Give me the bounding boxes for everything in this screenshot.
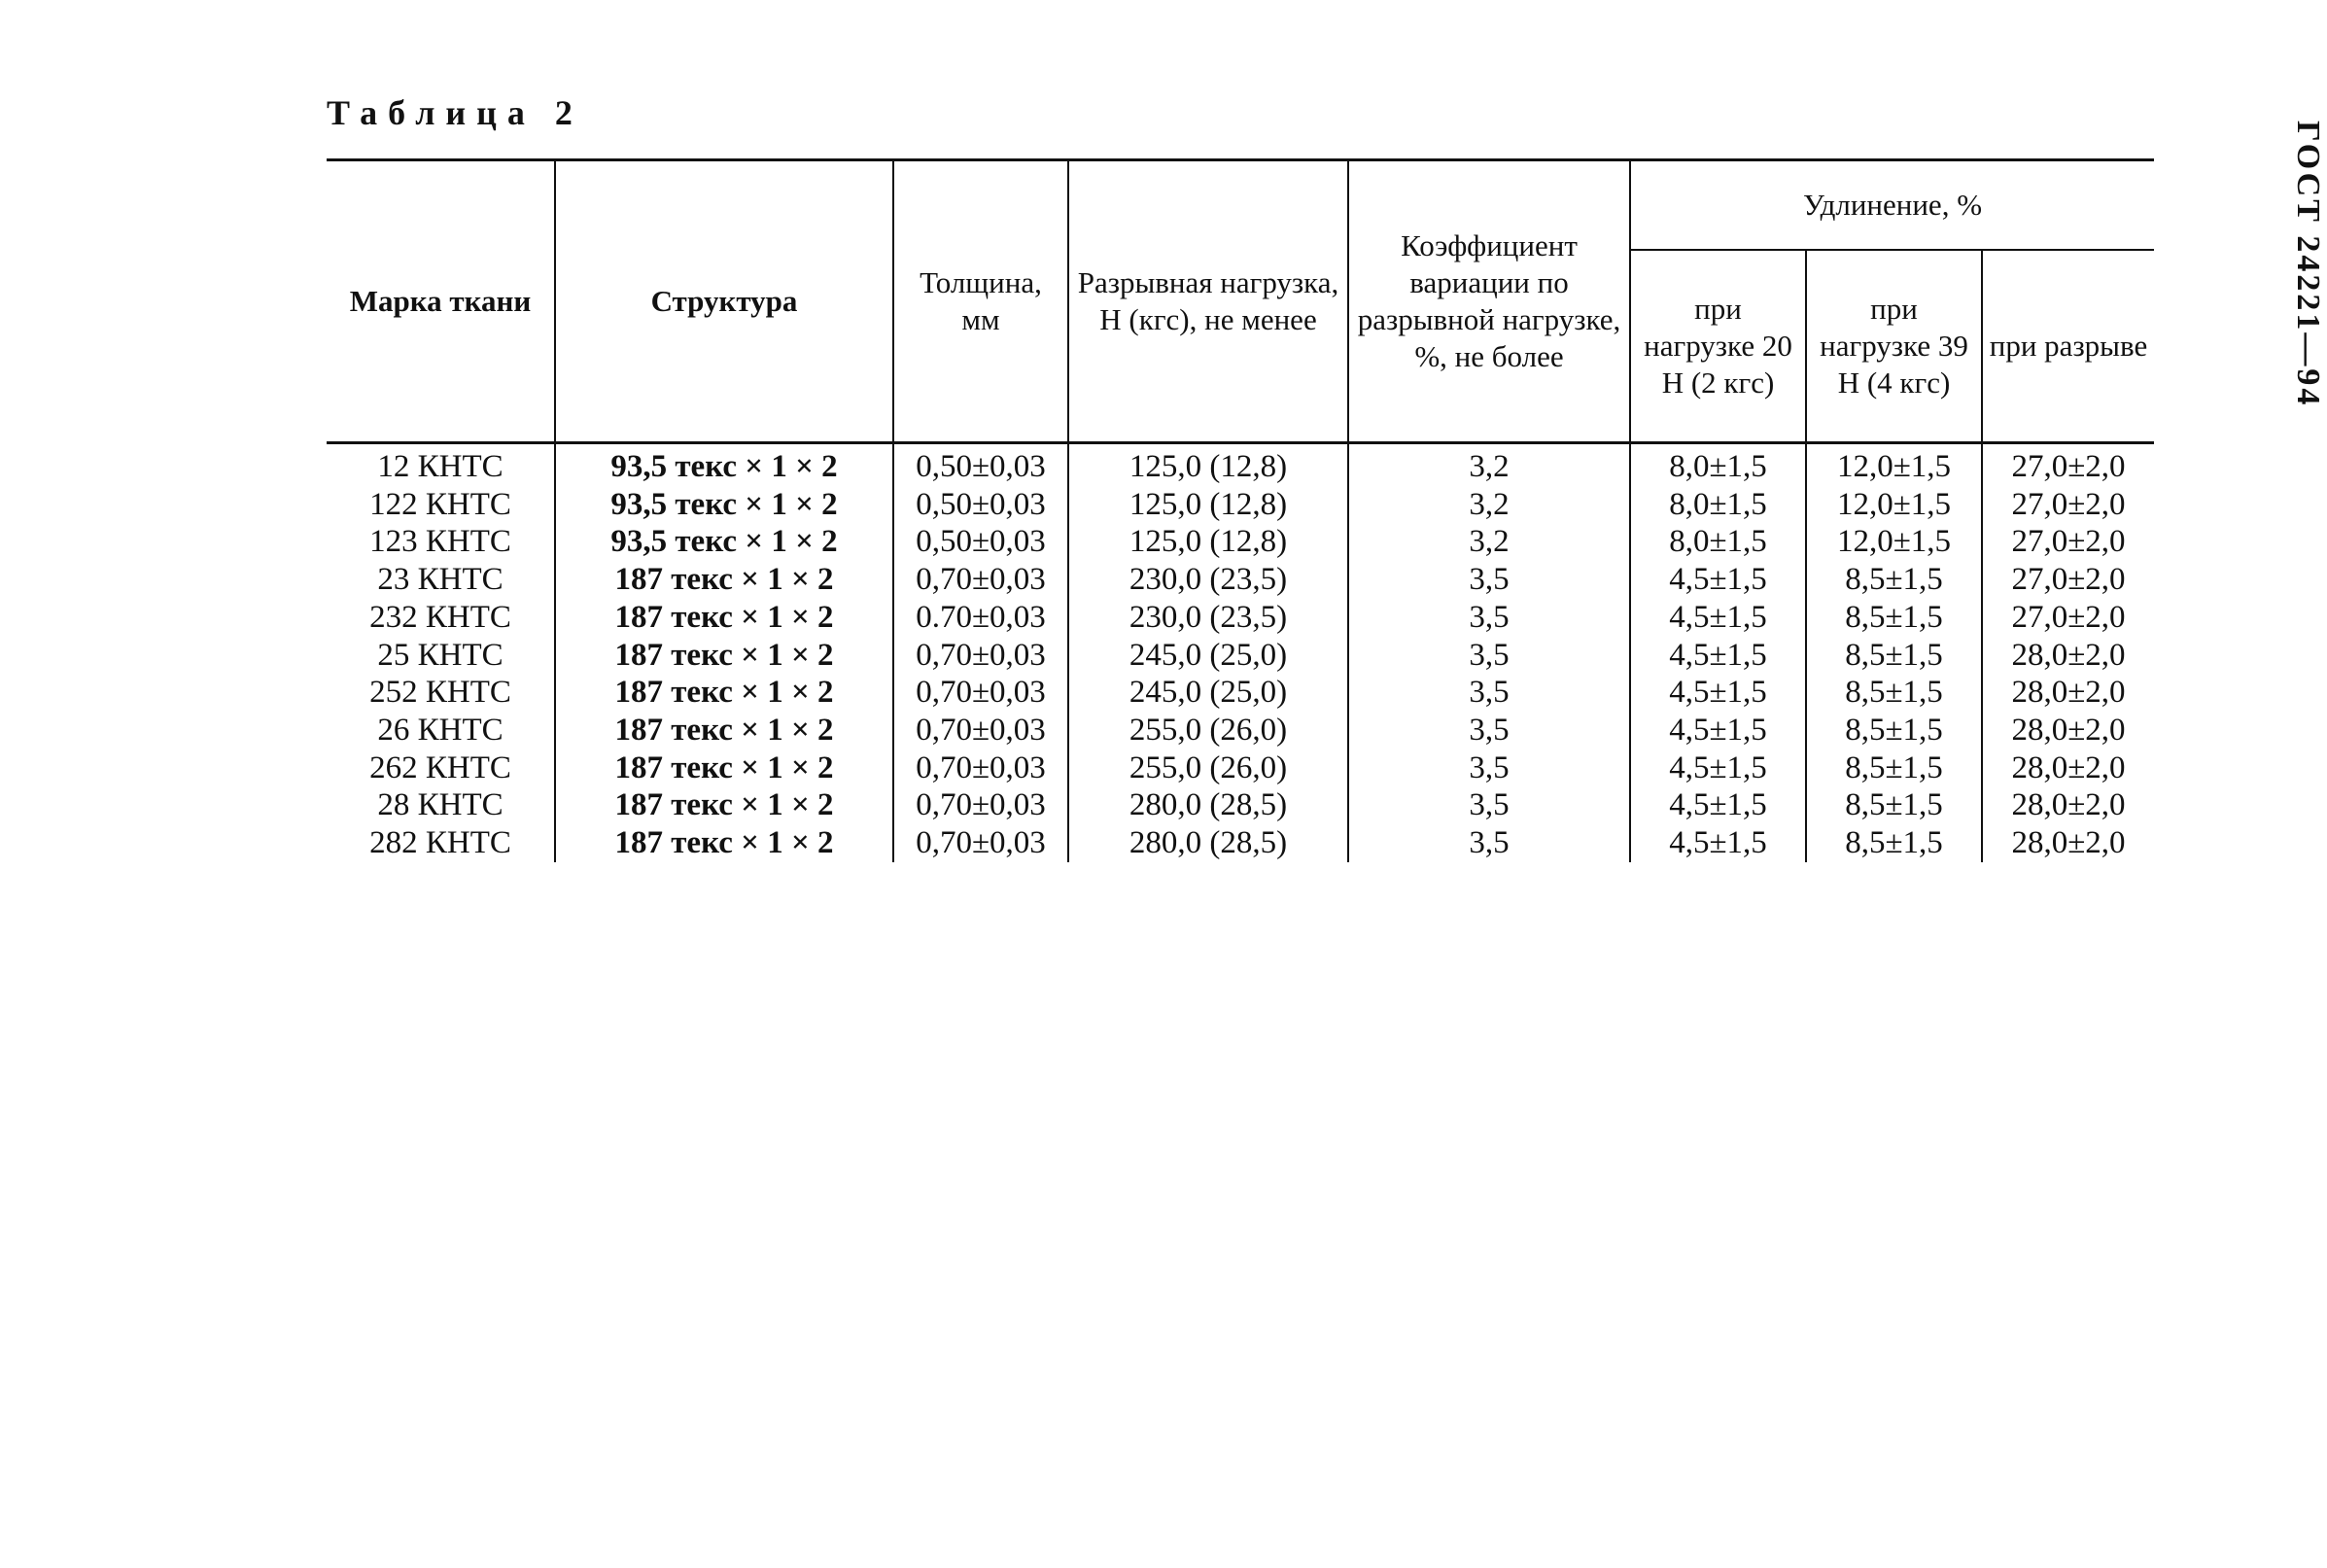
cell-elongation-20n: 4,5±1,5 [1630, 599, 1806, 637]
table-row [327, 786, 2154, 824]
cell-elongation-20n: 4,5±1,5 [1630, 749, 1806, 787]
cell-grade: 252 КНТС [369, 675, 511, 711]
cell-variation: 3,5 [1348, 599, 1630, 637]
table-row [327, 523, 2154, 561]
cell-breaking-load: 245,0 (25,0) [1068, 637, 1348, 675]
cell-variation: 3,2 [1348, 443, 1630, 486]
cell-elongation-break: 27,0±2,0 [1982, 599, 2154, 637]
standard-number-label: ГОСТ 24221—94 [2290, 121, 2326, 408]
cell-variation: 3,5 [1348, 712, 1630, 749]
cell-elongation-20n: 4,5±1,5 [1630, 637, 1806, 675]
cell-elongation-20n: 4,5±1,5 [1630, 824, 1806, 862]
cell-variation: 3,2 [1348, 486, 1630, 524]
cell-breaking-load: 255,0 (26,0) [1068, 749, 1348, 787]
cell-structure: 93,5 текс × 1 × 2 [555, 443, 893, 486]
cell-thickness: 0,70±0,03 [893, 786, 1068, 824]
cell-thickness: 0,70±0,03 [893, 749, 1068, 787]
cell-breaking-load: 255,0 (26,0) [1068, 712, 1348, 749]
fabric-spec-table [327, 158, 2154, 862]
table-row [327, 674, 2154, 712]
table-row [327, 749, 2154, 787]
cell-breaking-load: 280,0 (28,5) [1068, 824, 1348, 862]
cell-structure: 187 текс × 1 × 2 [555, 561, 893, 599]
cell-elongation-break: 28,0±2,0 [1982, 824, 2154, 862]
cell-structure: 187 текс × 1 × 2 [555, 786, 893, 824]
header-grade: Марка ткани [327, 160, 555, 443]
header-thickness: Толщина, мм [893, 160, 1068, 443]
cell-variation: 3,5 [1348, 786, 1630, 824]
cell-grade: 122 КНТС [369, 486, 511, 522]
header-elongation-break: при разрыве [1982, 250, 2154, 443]
cell-variation: 3,5 [1348, 637, 1630, 675]
cell-grade: 232 КНТС [369, 599, 511, 635]
cell-breaking-load: 230,0 (23,5) [1068, 599, 1348, 637]
table-row [327, 561, 2154, 599]
cell-variation: 3,5 [1348, 561, 1630, 599]
table-row [327, 486, 2154, 524]
cell-elongation-break: 27,0±2,0 [1982, 523, 2154, 561]
cell-grade: 28 КНТС [377, 787, 504, 823]
header-elongation: Удлинение, % [1630, 160, 2154, 251]
cell-elongation-break: 27,0±2,0 [1982, 561, 2154, 599]
cell-grade: 282 КНТС [369, 825, 511, 861]
cell-elongation-break: 27,0±2,0 [1982, 443, 2154, 486]
cell-elongation-39n: 8,5±1,5 [1806, 674, 1982, 712]
cell-variation: 3,5 [1348, 674, 1630, 712]
table-caption: Таблица 2 [327, 93, 583, 132]
cell-elongation-39n: 8,5±1,5 [1806, 824, 1982, 862]
table-row [327, 712, 2154, 749]
cell-elongation-20n: 8,0±1,5 [1630, 443, 1806, 486]
cell-grade: 26 КНТС [377, 712, 504, 748]
cell-thickness: 0,70±0,03 [893, 561, 1068, 599]
cell-thickness: 0.70±0,03 [893, 599, 1068, 637]
cell-thickness: 0,70±0,03 [893, 674, 1068, 712]
cell-elongation-20n: 8,0±1,5 [1630, 523, 1806, 561]
cell-elongation-20n: 4,5±1,5 [1630, 674, 1806, 712]
table-body [327, 443, 2154, 862]
cell-thickness: 0,50±0,03 [893, 486, 1068, 524]
cell-structure: 187 текс × 1 × 2 [555, 749, 893, 787]
header-elongation-39n: при нагрузке 39 Н (4 кгс) [1806, 250, 1982, 443]
cell-grade: 25 КНТС [377, 637, 504, 673]
cell-thickness: 0,50±0,03 [893, 523, 1068, 561]
cell-structure: 187 текс × 1 × 2 [555, 824, 893, 862]
cell-structure: 187 текс × 1 × 2 [555, 637, 893, 675]
cell-breaking-load: 125,0 (12,8) [1068, 486, 1348, 524]
table-row [327, 637, 2154, 675]
cell-breaking-load: 125,0 (12,8) [1068, 523, 1348, 561]
table-row [327, 443, 2154, 486]
cell-thickness: 0,70±0,03 [893, 824, 1068, 862]
cell-breaking-load: 245,0 (25,0) [1068, 674, 1348, 712]
header-structure: Структура [555, 160, 893, 443]
cell-elongation-20n: 8,0±1,5 [1630, 486, 1806, 524]
cell-variation: 3,5 [1348, 749, 1630, 787]
cell-elongation-break: 28,0±2,0 [1982, 749, 2154, 787]
cell-elongation-39n: 12,0±1,5 [1806, 523, 1982, 561]
cell-elongation-39n: 8,5±1,5 [1806, 599, 1982, 637]
cell-elongation-20n: 4,5±1,5 [1630, 786, 1806, 824]
cell-thickness: 0,50±0,03 [893, 443, 1068, 486]
cell-elongation-39n: 12,0±1,5 [1806, 486, 1982, 524]
cell-elongation-break: 28,0±2,0 [1982, 637, 2154, 675]
cell-grade: 262 КНТС [369, 749, 511, 785]
cell-breaking-load: 230,0 (23,5) [1068, 561, 1348, 599]
cell-thickness: 0,70±0,03 [893, 637, 1068, 675]
header-breaking-load: Разрывная нагрузка, Н (кгс), не менее [1068, 160, 1348, 443]
cell-breaking-load: 125,0 (12,8) [1068, 443, 1348, 486]
cell-elongation-20n: 4,5±1,5 [1630, 561, 1806, 599]
cell-elongation-39n: 8,5±1,5 [1806, 561, 1982, 599]
cell-elongation-20n: 4,5±1,5 [1630, 712, 1806, 749]
table-header [327, 160, 2154, 443]
cell-structure: 187 текс × 1 × 2 [555, 674, 893, 712]
cell-elongation-break: 27,0±2,0 [1982, 486, 2154, 524]
cell-grade: 12 КНТС [377, 449, 504, 484]
cell-grade: 23 КНТС [377, 562, 504, 598]
cell-elongation-39n: 8,5±1,5 [1806, 637, 1982, 675]
cell-thickness: 0,70±0,03 [893, 712, 1068, 749]
cell-elongation-39n: 12,0±1,5 [1806, 443, 1982, 486]
cell-grade: 123 КНТС [369, 524, 511, 560]
cell-variation: 3,2 [1348, 523, 1630, 561]
cell-structure: 93,5 текс × 1 × 2 [555, 523, 893, 561]
cell-structure: 93,5 текс × 1 × 2 [555, 486, 893, 524]
cell-elongation-39n: 8,5±1,5 [1806, 786, 1982, 824]
cell-structure: 187 текс × 1 × 2 [555, 712, 893, 749]
header-variation: Коэффициент вариации по разрывной нагрузке, %, не более [1348, 160, 1630, 443]
cell-elongation-break: 28,0±2,0 [1982, 786, 2154, 824]
table-row [327, 599, 2154, 637]
cell-elongation-39n: 8,5±1,5 [1806, 749, 1982, 787]
table-row [327, 824, 2154, 862]
cell-elongation-break: 28,0±2,0 [1982, 712, 2154, 749]
cell-variation: 3,5 [1348, 824, 1630, 862]
header-elongation-20n: при нагрузке 20 Н (2 кгс) [1630, 250, 1806, 443]
cell-elongation-39n: 8,5±1,5 [1806, 712, 1982, 749]
cell-breaking-load: 280,0 (28,5) [1068, 786, 1348, 824]
cell-elongation-break: 28,0±2,0 [1982, 674, 2154, 712]
cell-structure: 187 текс × 1 × 2 [555, 599, 893, 637]
